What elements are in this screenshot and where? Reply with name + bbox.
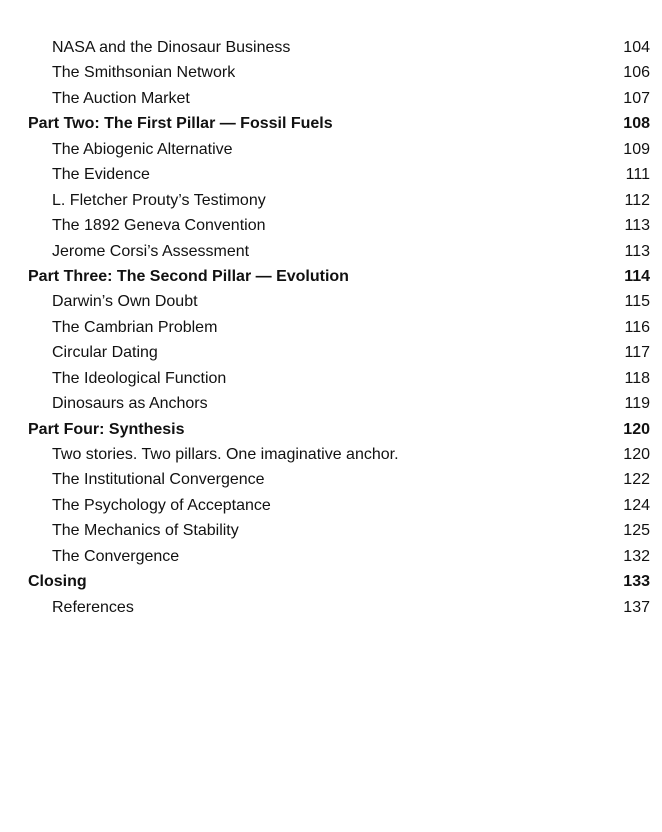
toc-row (28, 86, 650, 111)
toc-entry-title: The 1892 Geneva Convention (52, 217, 266, 235)
toc-entry-page-number: 124 (623, 496, 650, 514)
toc-entry-title: The Mechanics of Stability (52, 522, 239, 540)
toc-entry-page-number: 116 (624, 318, 650, 336)
toc-entry-title: Dinosaurs as Anchors (52, 395, 208, 413)
toc-row (28, 239, 650, 264)
toc-entry-title: The Institutional Convergence (52, 471, 265, 489)
toc-entry-page-number: 120 (623, 420, 650, 438)
toc-row (28, 264, 650, 289)
toc-row (28, 442, 650, 467)
toc-entry-title: L. Fletcher Prouty’s Testimony (52, 191, 266, 209)
toc-row (28, 493, 650, 518)
table-of-contents (28, 35, 650, 620)
toc-entry-title: The Cambrian Problem (52, 318, 218, 336)
toc-row (28, 417, 650, 442)
toc-entry-title: The Auction Market (52, 89, 190, 107)
toc-entry-page-number: 132 (623, 547, 650, 565)
toc-row (28, 595, 650, 620)
toc-entry-page-number: 112 (624, 191, 650, 209)
toc-entry-page-number: 133 (623, 573, 650, 591)
toc-row (28, 569, 650, 594)
toc-row (28, 391, 650, 416)
toc-entry-page-number: 113 (624, 242, 650, 260)
toc-entry-title: Part Two: The First Pillar — Fossil Fuels (28, 115, 333, 133)
toc-entry-page-number: 114 (624, 267, 650, 285)
toc-entry-title: Closing (28, 573, 87, 591)
toc-row (28, 111, 650, 136)
toc-entry-page-number: 113 (624, 217, 650, 235)
toc-row (28, 188, 650, 213)
toc-entry-page-number: 122 (623, 471, 650, 489)
toc-entry-page-number: 111 (625, 166, 650, 184)
toc-row (28, 162, 650, 187)
toc-entry-title: The Convergence (52, 547, 180, 565)
toc-entry-page-number: 137 (623, 598, 650, 616)
toc-entry-title: Part Four: Synthesis (28, 420, 185, 438)
toc-row (28, 315, 650, 340)
toc-entry-page-number: 115 (624, 293, 650, 311)
toc-entry-title: The Psychology of Acceptance (52, 496, 271, 514)
toc-entry-page-number: 125 (623, 522, 650, 540)
toc-row (28, 518, 650, 543)
toc-entry-title: Two stories. Two pillars. One imaginative anchor. (52, 446, 399, 463)
toc-entry-title: The Evidence (52, 166, 150, 184)
toc-entry-page-number: 104 (623, 39, 650, 56)
toc-row (28, 467, 650, 492)
toc-entry-page-number: 120 (623, 446, 650, 463)
toc-entry-title: The Abiogenic Alternative (52, 140, 233, 158)
toc-row (28, 340, 650, 365)
toc-entry-title: The Ideological Function (52, 369, 227, 387)
toc-entry-title: Part Three: The Second Pillar — Evolution (28, 267, 349, 285)
toc-row (28, 213, 650, 238)
toc-entry-title: The Smithsonian Network (52, 64, 236, 82)
toc-entry-page-number: 108 (623, 115, 650, 133)
toc-entry-page-number: 109 (623, 140, 650, 158)
toc-entry-title: Circular Dating (52, 344, 158, 362)
toc-entry-page-number: 117 (624, 344, 650, 362)
toc-row (28, 35, 650, 60)
toc-entry-page-number: 118 (624, 369, 650, 387)
toc-row (28, 137, 650, 162)
toc-entry-page-number: 107 (623, 89, 650, 107)
toc-entry-title: References (52, 598, 134, 616)
toc-entry-title: Darwin’s Own Doubt (52, 293, 198, 311)
toc-entry-page-number: 119 (624, 395, 650, 413)
toc-entry-title: NASA and the Dinosaur Business (52, 39, 291, 56)
toc-row (28, 544, 650, 569)
toc-row (28, 289, 650, 314)
toc-entry-title: Jerome Corsi’s Assessment (52, 242, 250, 260)
toc-row (28, 60, 650, 85)
toc-entry-page-number: 106 (623, 64, 650, 82)
toc-row (28, 366, 650, 391)
